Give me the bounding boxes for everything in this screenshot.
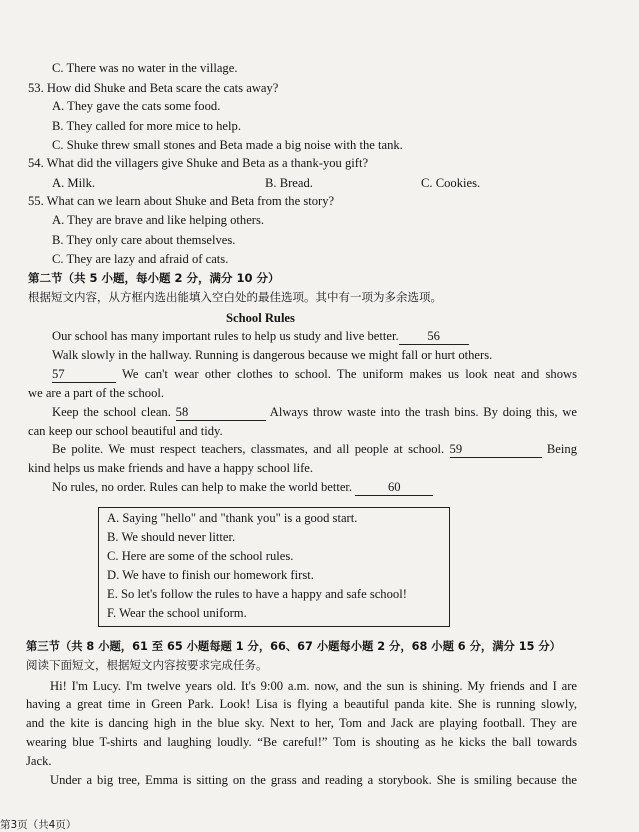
- q55-option-b: B. They only care about themselves.: [52, 233, 236, 247]
- q55-option-c: C. They are lazy and afraid of cats.: [52, 252, 229, 266]
- section2-heading: 第二节（共 5 小题，每小题 2 分，满分 10 分）: [28, 271, 280, 285]
- option-a: A. Saying "hello" and "thank you" is a good start.: [107, 511, 358, 525]
- passage-para2: Under a big tree, Emma is sitting on the grass and reading a storybook. She is smiling because the: [50, 773, 577, 787]
- blank-59[interactable]: 59: [450, 442, 542, 458]
- options-box: [98, 507, 450, 627]
- q54-option-a: A. Milk.: [52, 176, 96, 190]
- section3-instruction: 阅读下面短文，根据短文内容按要求完成任务。: [26, 658, 268, 672]
- option-c: C. Here are some of the school rules.: [107, 549, 294, 563]
- blank-58[interactable]: 58: [176, 405, 266, 421]
- para4-line1: Keep the school clean.: [52, 405, 171, 419]
- para5-line1b: Being: [546, 442, 577, 456]
- passage-line: Jack.: [26, 754, 52, 768]
- blank-56[interactable]: 56: [399, 329, 469, 345]
- q53: 53. How did Shuke and Beta scare the cats away?: [28, 81, 279, 95]
- para6: No rules, no order. Rules can help to make the world better.: [52, 480, 353, 494]
- blank-57[interactable]: 57: [52, 367, 116, 383]
- option-f: F. Wear the school uniform.: [107, 606, 247, 620]
- q54: 54. What did the villagers give Shuke and Beta as a thank-you gift?: [28, 156, 369, 170]
- blank-60[interactable]: 60: [355, 480, 433, 496]
- q54-option-b: B. Bread.: [265, 176, 313, 190]
- q53-option-b: B. They called for more mice to help.: [52, 119, 241, 133]
- para5-line2: kind helps us make friends and have a happy school life.: [28, 461, 314, 475]
- q55: 55. What can we learn about Shuke and Beta from the story?: [28, 194, 335, 208]
- page-footer: 第3页（共4页）: [0, 819, 77, 831]
- para5-line1: Be polite. We must respect teachers, classmates, and all people at school.: [52, 442, 445, 456]
- passage-line: wearing blue T-shirts and laughing loudly. “Be careful!” Tom is shouting as he kicks the ball towards: [26, 735, 577, 749]
- q55-option-a: A. They are brave and like helping others.: [52, 213, 265, 227]
- passage-title: School Rules: [226, 311, 295, 325]
- para4-line2: can keep our school beautiful and tidy.: [28, 424, 223, 438]
- para1: Our school has many important rules to help us study and live better.: [52, 329, 399, 343]
- section2-instruction: 根据短文内容，从方框内选出能填入空白处的最佳选项。其中有一项为多余选项。: [28, 290, 442, 304]
- para2: Walk slowly in the hallway. Running is dangerous because we might fall or hurt others.: [52, 348, 493, 362]
- q53-option-c: C. Shuke threw small stones and Beta made a big noise with the tank.: [52, 138, 403, 152]
- para4-line1b: Always throw waste into the trash bins. By doing this, we: [269, 405, 577, 419]
- para3-line1: We can't wear other clothes to school. The uniform makes us look neat and shows: [122, 367, 578, 381]
- option-d: D. We have to finish our homework first.: [107, 568, 314, 582]
- section3-heading: 第三节（共 8 小题，61 至 65 小题每题 1 分，66、67 小题每小题 2 分，68 小题 6 分，满分 15 分）: [26, 640, 561, 653]
- para3-line2: we are a part of the school.: [28, 386, 165, 400]
- passage-line: and the kite is dancing high in the blue sky. Next to her, Tom and Jack are playing football. They are: [26, 716, 577, 730]
- q54-option-c: C. Cookies.: [421, 176, 481, 190]
- option-e: E. So let's follow the rules to have a happy and safe school!: [107, 587, 407, 601]
- passage-line: having a great time in Green Park. Look! Lisa is flying a beautiful panda kite. She is running slowly,: [26, 697, 577, 711]
- q52-option-c: C. There was no water in the village.: [52, 61, 238, 75]
- q53-option-a: A. They gave the cats some food.: [52, 99, 221, 113]
- option-b: B. We should never litter.: [107, 530, 236, 544]
- passage-line: Hi! I'm Lucy. I'm twelve years old. It's 9:00 a.m. now, and the sun is shining. My friends and I are: [50, 679, 577, 693]
